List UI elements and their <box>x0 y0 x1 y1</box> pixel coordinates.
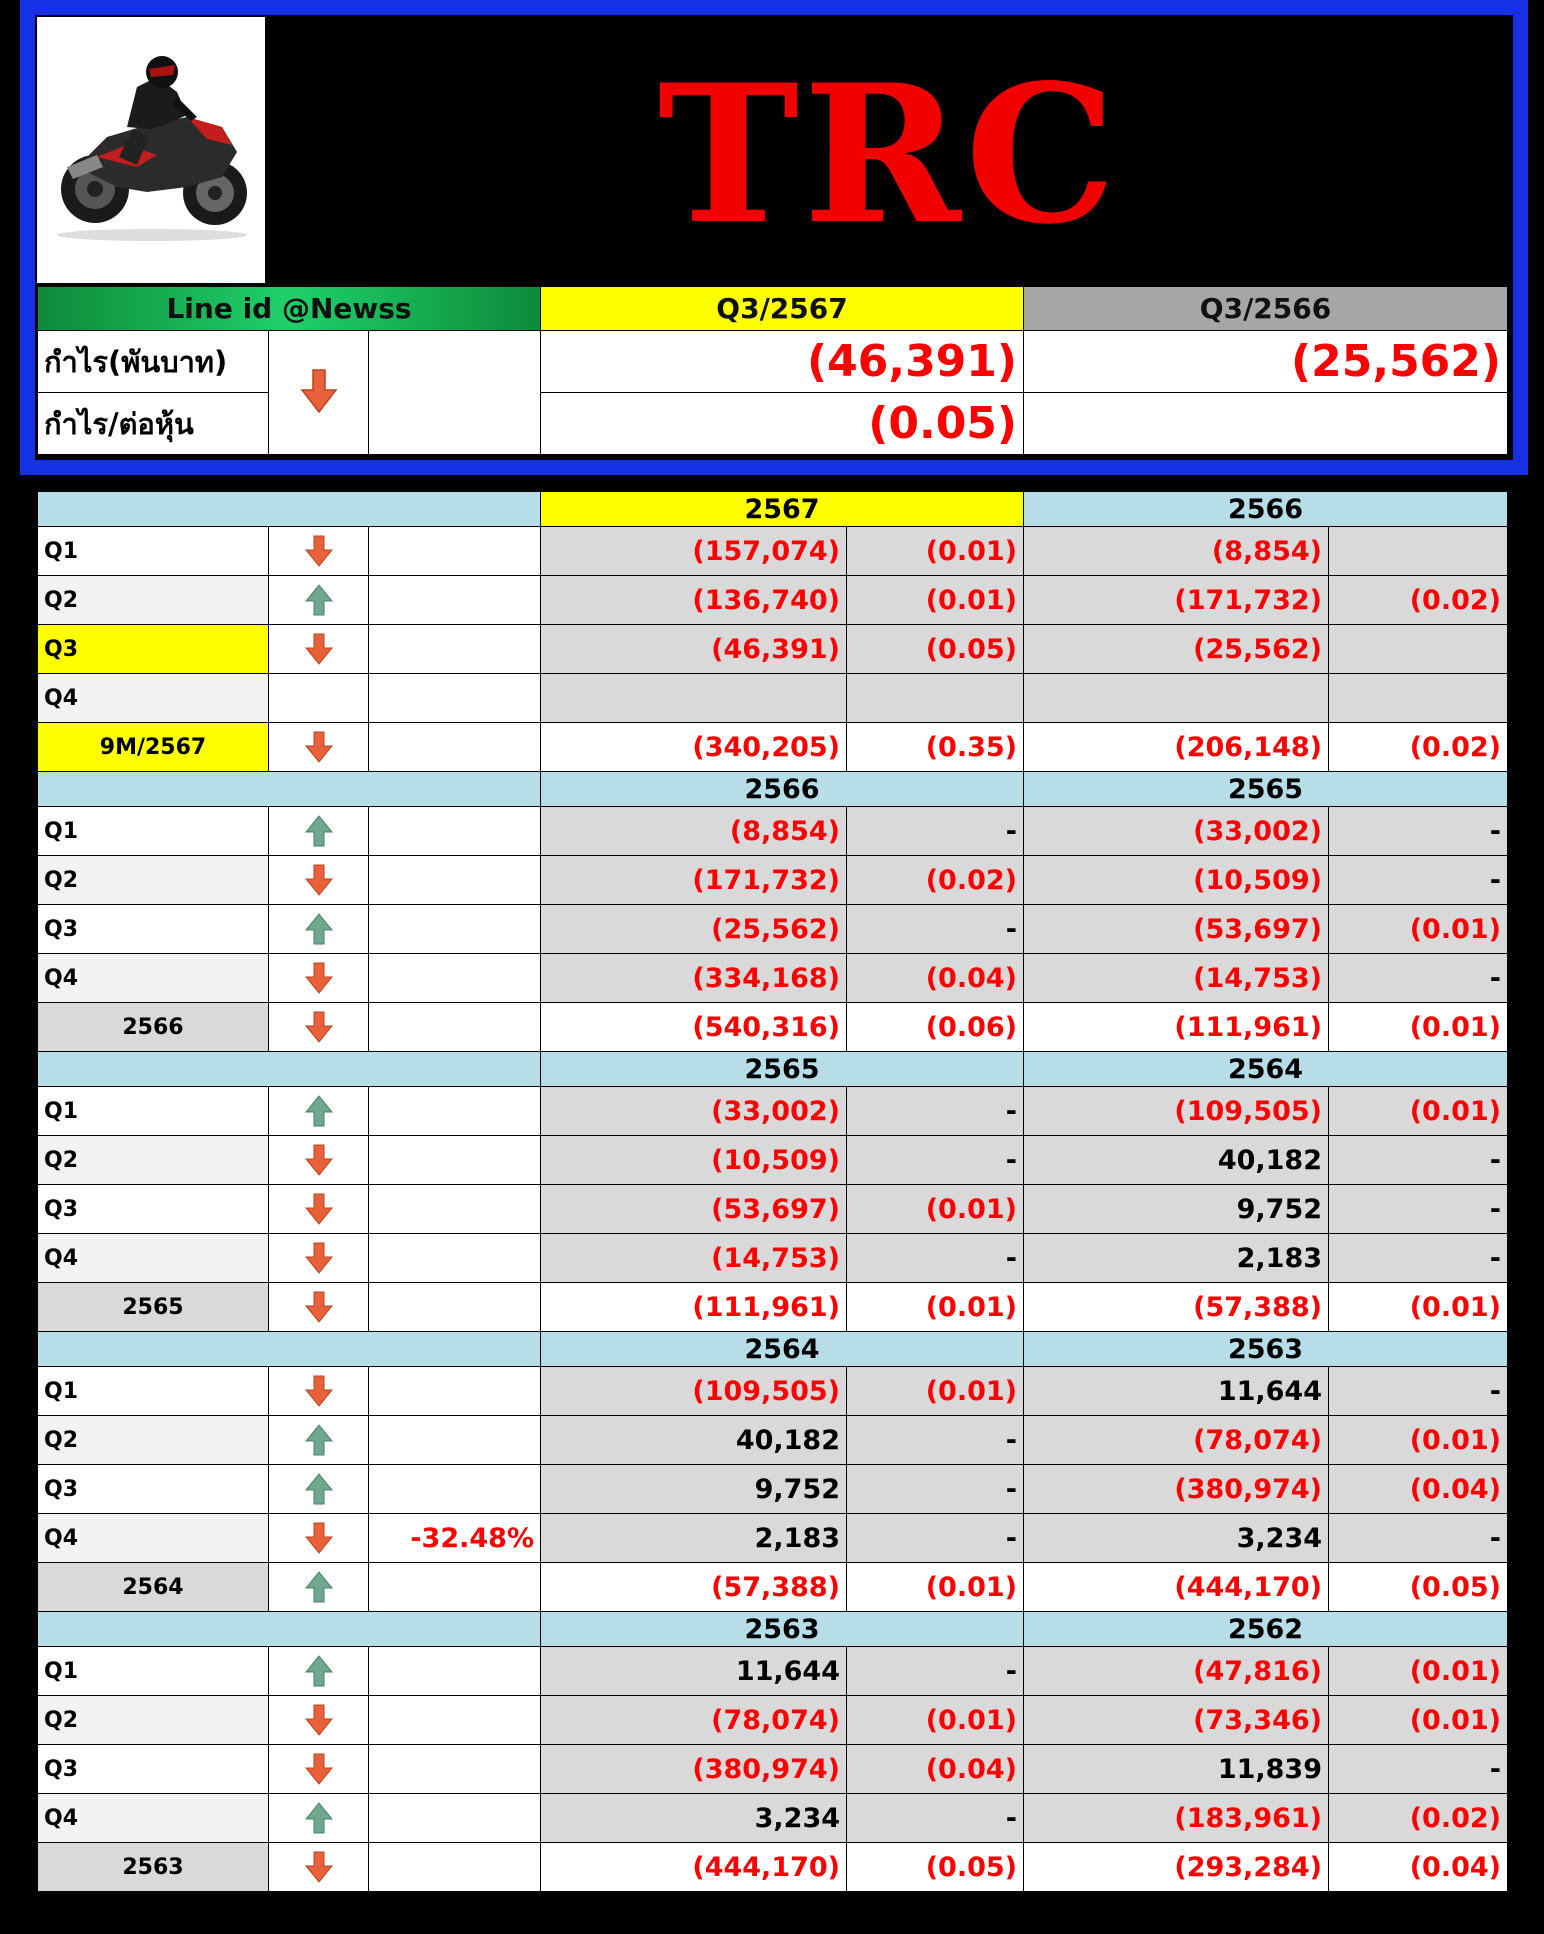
section-year-right: 2564 <box>1024 1052 1508 1087</box>
right-eps-value: (0.01) <box>1329 1087 1508 1136</box>
right-eps-value: (0.01) <box>1329 1696 1508 1745</box>
right-profit-value: (109,505) <box>1024 1087 1329 1136</box>
left-eps-value <box>847 674 1024 723</box>
arrow-up-icon <box>269 905 369 954</box>
right-eps-value <box>1329 527 1508 576</box>
row-label: 2563 <box>38 1843 269 1892</box>
left-profit-value: 40,182 <box>541 1416 847 1465</box>
left-eps-value: - <box>847 1416 1024 1465</box>
eps-previous-value <box>1024 393 1508 455</box>
percent-change <box>369 1696 541 1745</box>
arrow-up-icon <box>269 576 369 625</box>
percent-change <box>369 527 541 576</box>
right-eps-value <box>1329 674 1508 723</box>
right-profit-value: (78,074) <box>1024 1416 1329 1465</box>
row-label: Q1 <box>38 807 269 856</box>
row-label: Q2 <box>38 1416 269 1465</box>
row-label: Q1 <box>38 1367 269 1416</box>
quarter-row <box>38 527 1508 576</box>
right-eps-value: (0.01) <box>1329 905 1508 954</box>
arrow-down-icon <box>269 856 369 905</box>
arrow-up-icon <box>269 1563 369 1612</box>
percent-change <box>369 954 541 1003</box>
arrow-down-icon <box>269 954 369 1003</box>
row-label: Q4 <box>38 674 269 723</box>
left-eps-value: - <box>847 807 1024 856</box>
left-eps-value: (0.06) <box>847 1003 1024 1052</box>
row-label: Q3 <box>38 1745 269 1794</box>
left-profit-value: (33,002) <box>541 1087 847 1136</box>
row-label: 2565 <box>38 1283 269 1332</box>
arrow-down-icon <box>269 1283 369 1332</box>
left-profit-value <box>541 674 847 723</box>
left-eps-value: - <box>847 1647 1024 1696</box>
row-label: Q4 <box>38 1234 269 1283</box>
percent-change <box>369 1416 541 1465</box>
row-label: 2566 <box>38 1003 269 1052</box>
right-profit-value: (8,854) <box>1024 527 1329 576</box>
summary-table <box>37 286 1508 455</box>
section-year-right: 2566 <box>1024 492 1508 527</box>
arrow-down-icon <box>269 625 369 674</box>
quarter-row <box>38 1745 1508 1794</box>
percent-change <box>369 1745 541 1794</box>
arrow-up-icon <box>269 1416 369 1465</box>
right-eps-value: (0.02) <box>1329 576 1508 625</box>
percent-change <box>369 1843 541 1892</box>
left-profit-value: (444,170) <box>541 1843 847 1892</box>
row-label: Q3 <box>38 1185 269 1234</box>
right-eps-value: - <box>1329 1234 1508 1283</box>
right-eps-value: (0.05) <box>1329 1563 1508 1612</box>
left-profit-value: (157,074) <box>541 527 847 576</box>
section-header <box>38 1332 1508 1367</box>
total-row <box>38 1283 1508 1332</box>
left-profit-value: 3,234 <box>541 1794 847 1843</box>
section-blank <box>38 1332 541 1367</box>
section-header <box>38 1612 1508 1647</box>
right-profit-value: (171,732) <box>1024 576 1329 625</box>
quarter-row <box>38 1794 1508 1843</box>
left-profit-value: (57,388) <box>541 1563 847 1612</box>
right-eps-value: (0.01) <box>1329 1283 1508 1332</box>
percent-change <box>369 1136 541 1185</box>
left-eps-value: - <box>847 1465 1024 1514</box>
row-label: Q1 <box>38 1647 269 1696</box>
left-eps-value: (0.02) <box>847 856 1024 905</box>
row-label: Q2 <box>38 856 269 905</box>
left-eps-value: - <box>847 1794 1024 1843</box>
arrow-down-icon <box>269 331 369 455</box>
left-profit-value: (78,074) <box>541 1696 847 1745</box>
left-eps-value: (0.05) <box>847 625 1024 674</box>
percent-change <box>369 905 541 954</box>
left-eps-value: (0.01) <box>847 576 1024 625</box>
quarter-row <box>38 1234 1508 1283</box>
arrow-down-icon <box>269 527 369 576</box>
left-eps-value: (0.01) <box>847 1563 1024 1612</box>
arrow-down-icon <box>269 1696 369 1745</box>
quarter-row <box>38 807 1508 856</box>
total-row <box>38 1003 1508 1052</box>
right-profit-value: (444,170) <box>1024 1563 1329 1612</box>
right-eps-value: - <box>1329 1367 1508 1416</box>
percent-change <box>369 1234 541 1283</box>
left-profit-value: (10,509) <box>541 1136 847 1185</box>
percent-change <box>369 576 541 625</box>
row-label: 2564 <box>38 1563 269 1612</box>
right-profit-value: 2,183 <box>1024 1234 1329 1283</box>
right-profit-value: 9,752 <box>1024 1185 1329 1234</box>
left-eps-value: (0.05) <box>847 1843 1024 1892</box>
right-profit-value: (183,961) <box>1024 1794 1329 1843</box>
section-header <box>38 772 1508 807</box>
right-eps-value: - <box>1329 1185 1508 1234</box>
profit-previous-value: (25,562) <box>1024 331 1508 393</box>
percent-change <box>369 1185 541 1234</box>
section-blank <box>38 492 541 527</box>
row-label: Q4 <box>38 954 269 1003</box>
left-eps-value: - <box>847 1514 1024 1563</box>
left-profit-value: (111,961) <box>541 1283 847 1332</box>
right-eps-value: (0.04) <box>1329 1465 1508 1514</box>
row-label: Q2 <box>38 1136 269 1185</box>
arrow-up-icon <box>269 1465 369 1514</box>
section-year-left: 2567 <box>541 492 1024 527</box>
right-profit-value: 3,234 <box>1024 1514 1329 1563</box>
right-profit-value: 40,182 <box>1024 1136 1329 1185</box>
right-profit-value: (25,562) <box>1024 625 1329 674</box>
right-eps-value: - <box>1329 1514 1508 1563</box>
row-label: Q3 <box>38 905 269 954</box>
left-profit-value: (540,316) <box>541 1003 847 1052</box>
right-eps-value: (0.01) <box>1329 1003 1508 1052</box>
current-period-header: Q3/2567 <box>541 287 1024 331</box>
section-year-right: 2562 <box>1024 1612 1508 1647</box>
left-profit-value: (171,732) <box>541 856 847 905</box>
section-year-right: 2563 <box>1024 1332 1508 1367</box>
left-eps-value: (0.01) <box>847 527 1024 576</box>
section-header <box>38 1052 1508 1087</box>
arrow-up-icon <box>269 1794 369 1843</box>
row-label: Q3 <box>38 625 269 674</box>
row-label: Q4 <box>38 1794 269 1843</box>
right-profit-value: (293,284) <box>1024 1843 1329 1892</box>
right-profit-value: (10,509) <box>1024 856 1329 905</box>
percent-change <box>369 1003 541 1052</box>
arrow-down-icon <box>269 1514 369 1563</box>
left-eps-value: (0.04) <box>847 1745 1024 1794</box>
percent-change <box>369 1794 541 1843</box>
right-profit-value: 11,644 <box>1024 1367 1329 1416</box>
right-profit-value: (14,753) <box>1024 954 1329 1003</box>
left-eps-value: (0.01) <box>847 1367 1024 1416</box>
right-profit-value: 11,839 <box>1024 1745 1329 1794</box>
percent-change <box>369 1367 541 1416</box>
arrow-up-icon <box>269 807 369 856</box>
quarter-row <box>38 856 1508 905</box>
previous-period-header: Q3/2566 <box>1024 287 1508 331</box>
left-eps-value: - <box>847 1136 1024 1185</box>
quarter-row <box>38 625 1508 674</box>
percent-change <box>369 1283 541 1332</box>
left-profit-value: (334,168) <box>541 954 847 1003</box>
left-profit-value: (53,697) <box>541 1185 847 1234</box>
left-profit-value: (14,753) <box>541 1234 847 1283</box>
quarter-row <box>38 905 1508 954</box>
arrow-down-icon <box>269 723 369 772</box>
right-profit-value: (206,148) <box>1024 723 1329 772</box>
section-year-left: 2564 <box>541 1332 1024 1367</box>
section-year-right: 2565 <box>1024 772 1508 807</box>
section-year-left: 2563 <box>541 1612 1024 1647</box>
row-label: 9M/2567 <box>38 723 269 772</box>
right-eps-value: - <box>1329 1136 1508 1185</box>
arrow-up-icon <box>269 1087 369 1136</box>
line-id-label: Line id @Newss <box>38 287 541 331</box>
right-eps-value: (0.02) <box>1329 723 1508 772</box>
arrow-down-icon <box>269 1745 369 1794</box>
right-eps-value: (0.01) <box>1329 1416 1508 1465</box>
left-profit-value: (25,562) <box>541 905 847 954</box>
quarter-row <box>38 1647 1508 1696</box>
quarter-row <box>38 674 1508 723</box>
percent-change <box>369 807 541 856</box>
history-table <box>37 491 1508 1892</box>
right-eps-value <box>1329 625 1508 674</box>
arrow-down-icon <box>269 1185 369 1234</box>
row-label: Q2 <box>38 1696 269 1745</box>
quarter-row <box>38 576 1508 625</box>
arrow-up-icon <box>269 1647 369 1696</box>
right-eps-value: - <box>1329 1745 1508 1794</box>
ticker-title: TRC <box>657 43 1121 266</box>
profit-label: กำไร(พันบาท) <box>38 331 269 393</box>
percent-change: -32.48% <box>369 1514 541 1563</box>
right-profit-value: (57,388) <box>1024 1283 1329 1332</box>
eps-current-value: (0.05) <box>541 393 1024 455</box>
left-eps-value: (0.01) <box>847 1283 1024 1332</box>
right-eps-value: (0.04) <box>1329 1843 1508 1892</box>
quarter-row <box>38 1087 1508 1136</box>
eps-label: กำไร/ต่อหุ้น <box>38 393 269 455</box>
profit-current-value: (46,391) <box>541 331 1024 393</box>
right-eps-value: (0.02) <box>1329 1794 1508 1843</box>
quarter-row <box>38 954 1508 1003</box>
quarter-row <box>38 1185 1508 1234</box>
right-profit-value: (33,002) <box>1024 807 1329 856</box>
quarter-row <box>38 1416 1508 1465</box>
left-profit-value: 2,183 <box>541 1514 847 1563</box>
right-profit-value <box>1024 674 1329 723</box>
quarter-row <box>38 1514 1508 1563</box>
percent-change <box>369 1087 541 1136</box>
right-eps-value: - <box>1329 954 1508 1003</box>
left-profit-value: (109,505) <box>541 1367 847 1416</box>
percent-change <box>369 856 541 905</box>
left-profit-value: (136,740) <box>541 576 847 625</box>
arrow-down-icon <box>269 1003 369 1052</box>
arrow-down-icon <box>269 1136 369 1185</box>
percent-change <box>369 1465 541 1514</box>
motorcycle-rider-image <box>37 17 265 283</box>
row-label: Q1 <box>38 1087 269 1136</box>
percent-change <box>369 1647 541 1696</box>
row-label: Q2 <box>38 576 269 625</box>
left-profit-value: (8,854) <box>541 807 847 856</box>
right-eps-value: (0.01) <box>1329 1647 1508 1696</box>
total-row <box>38 1843 1508 1892</box>
arrow-down-icon <box>269 1843 369 1892</box>
arrow-down-icon <box>269 1367 369 1416</box>
row-label: Q3 <box>38 1465 269 1514</box>
percent-change <box>369 1563 541 1612</box>
left-profit-value: (380,974) <box>541 1745 847 1794</box>
arrow-down-icon <box>269 1234 369 1283</box>
percent-change <box>369 723 541 772</box>
right-profit-value: (111,961) <box>1024 1003 1329 1052</box>
left-profit-value: 11,644 <box>541 1647 847 1696</box>
left-eps-value: (0.35) <box>847 723 1024 772</box>
left-eps-value: (0.01) <box>847 1185 1024 1234</box>
quarter-row <box>38 1136 1508 1185</box>
section-header <box>38 492 1508 527</box>
section-year-left: 2566 <box>541 772 1024 807</box>
right-profit-value: (73,346) <box>1024 1696 1329 1745</box>
percent-change <box>369 674 541 723</box>
left-profit-value: (340,205) <box>541 723 847 772</box>
quarter-row <box>38 1465 1508 1514</box>
left-eps-value: (0.04) <box>847 954 1024 1003</box>
right-profit-value: (47,816) <box>1024 1647 1329 1696</box>
right-profit-value: (53,697) <box>1024 905 1329 954</box>
empty-cell <box>369 331 541 455</box>
section-blank <box>38 1052 541 1087</box>
left-profit-value: 9,752 <box>541 1465 847 1514</box>
total-row <box>38 1563 1508 1612</box>
section-blank <box>38 772 541 807</box>
row-label: Q4 <box>38 1514 269 1563</box>
percent-change <box>369 625 541 674</box>
left-eps-value: (0.01) <box>847 1696 1024 1745</box>
arrow-empty <box>269 674 369 723</box>
section-year-left: 2565 <box>541 1052 1024 1087</box>
right-eps-value: - <box>1329 807 1508 856</box>
right-eps-value: - <box>1329 856 1508 905</box>
quarter-row <box>38 1696 1508 1745</box>
left-profit-value: (46,391) <box>541 625 847 674</box>
left-eps-value: - <box>847 1087 1024 1136</box>
left-eps-value: - <box>847 905 1024 954</box>
left-eps-value: - <box>847 1234 1024 1283</box>
section-blank <box>38 1612 541 1647</box>
row-label: Q1 <box>38 527 269 576</box>
total-row <box>38 723 1508 772</box>
right-profit-value: (380,974) <box>1024 1465 1329 1514</box>
quarter-row <box>38 1367 1508 1416</box>
